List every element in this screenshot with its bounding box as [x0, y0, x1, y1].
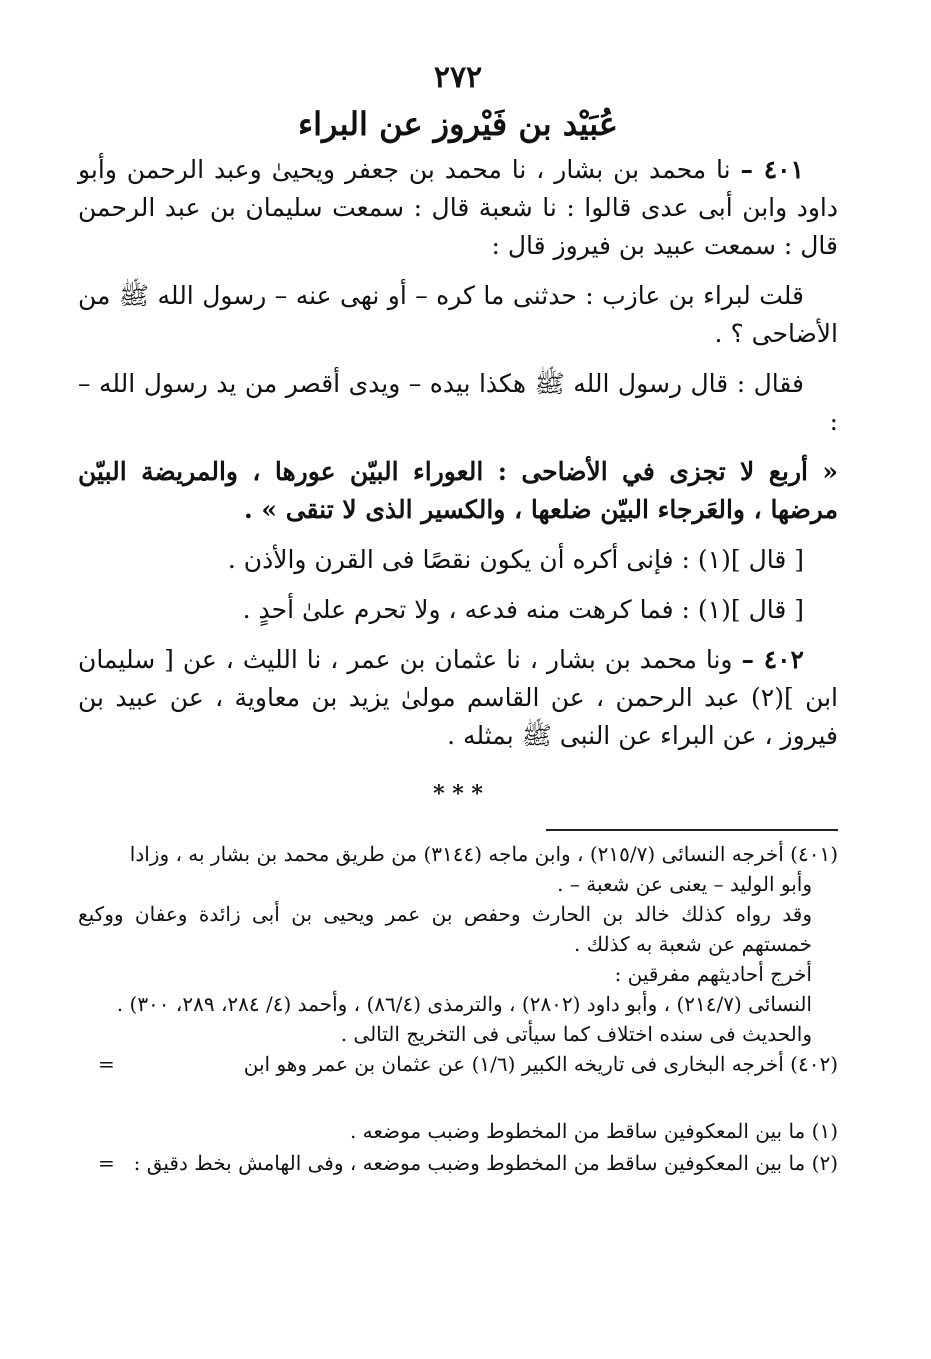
- takhrij-401-line: وقد رواه كذلك خالد بن الحارث وحفص بن عمر ويحيى بن أبى زائدة وعفان ووكيع خمستهم عن شعبة به كذلك .: [78, 902, 812, 956]
- footnote-2-row: [78, 1147, 838, 1179]
- takhrij-401-line: والحديث فى سنده اختلاف كما سيأتى فى التخريج التالى .: [340, 1022, 812, 1046]
- hadith-number-401: ٤٠١ –: [740, 155, 804, 184]
- footnote-2: (٢) ما بين المعكوفين ساقط من المخطوط وضبب موضعه ، وفى الهامش بخط دقيق :: [133, 1151, 838, 1175]
- takhrij-401-line: النسائى (٢١٤/٧) ، وأبو داود (٢٨٠٢) ، والترمذى (٨٦/٤) ، وأحمد (٤/ ٢٨٤، ٢٨٩، ٣٠٠) .: [116, 992, 812, 1016]
- page: [78, 50, 838, 1340]
- hadith-401-isnad-text: نا محمد بن بشار ، نا محمد بن جعفر ويحيىٰ وعبد الرحمن وأبو داود وابن أبى عدى قالوا : نا شعبة قال : سمعت سليمان بن عبد الرحمن قال : سمعت عبيد بن فيروز قال :: [78, 155, 838, 260]
- hadith-401-qala-1: [ قال ](١) : فإنى أكره أن يكون نقصًا فى القرن والأذن .: [227, 545, 804, 574]
- hadith-401-answer: فقال : قال رسول الله ﷺ هكذا بيده – ويدى أقصر من يد رسول الله – :: [78, 369, 838, 436]
- hadith-402-text: ونا محمد بن بشار ، نا عثمان بن عمر ، نا الليث ، عن [ سليمان ابن ](٢) عبد الرحمن ، عن القاسم مولىٰ يزيد بن معاوية ، عن عبيد بن فيروز ، عن البراء عن النبى ﷺ بمثله .: [78, 645, 839, 750]
- takhrij-block: [78, 839, 838, 1079]
- continuation-mark: =: [98, 1052, 115, 1076]
- takhrij-401-line: أخرج أحاديثهم مفرقين :: [614, 962, 812, 986]
- hadith-401-question: قلت لبراء بن عازب : حدثنى ما كره – أو نهى عنه – رسول الله ﷺ من الأضاحى ؟ .: [78, 281, 838, 348]
- takhrij-402-line: (٤٠٢) أخرجه البخارى فى تاريخه الكبير (١/٦) عن عثمان بن عمر وهو ابن: [243, 1052, 838, 1076]
- footnote-divider: [546, 829, 838, 831]
- hadith-number-402: ٤٠٢ –: [741, 645, 804, 674]
- chapter-title: عُبَيْد بن فَيْروز عن البراء: [298, 105, 618, 143]
- footnote-1: (١) ما بين المعكوفين ساقط من المخطوط وضبب موضعه .: [349, 1119, 838, 1143]
- section-separator: * * *: [433, 781, 483, 807]
- hadith-402: [78, 641, 838, 755]
- takhrij-401-line: وأبو الوليد – يعنى عن شعبة – .: [557, 872, 812, 896]
- takhrij-402-row: [78, 1049, 838, 1079]
- takhrij-401-line: (٤٠١) أخرجه النسائى (٢١٥/٧) ، وابن ماجه (٣١٤٤) من طريق محمد بن بشار به ، وزادا: [129, 842, 838, 866]
- page-number: ٢٧٢: [433, 60, 483, 95]
- hadith-401-matn: « أربع لا تجزى في الأضاحى : العوراء البيّن عورها ، والمريضة البيّن مرضها ، والعَرجاء البيّن ضلعها ، والكسير الذى لا تنقى » .: [78, 457, 838, 524]
- hadith-401-isnad: [78, 151, 838, 265]
- continuation-mark: =: [98, 1151, 115, 1175]
- hadith-401-qala-2: [ قال ](١) : فما كرهت منه فدعه ، ولا تحرم علىٰ أحدٍ .: [242, 595, 804, 624]
- footnotes: [78, 1115, 838, 1179]
